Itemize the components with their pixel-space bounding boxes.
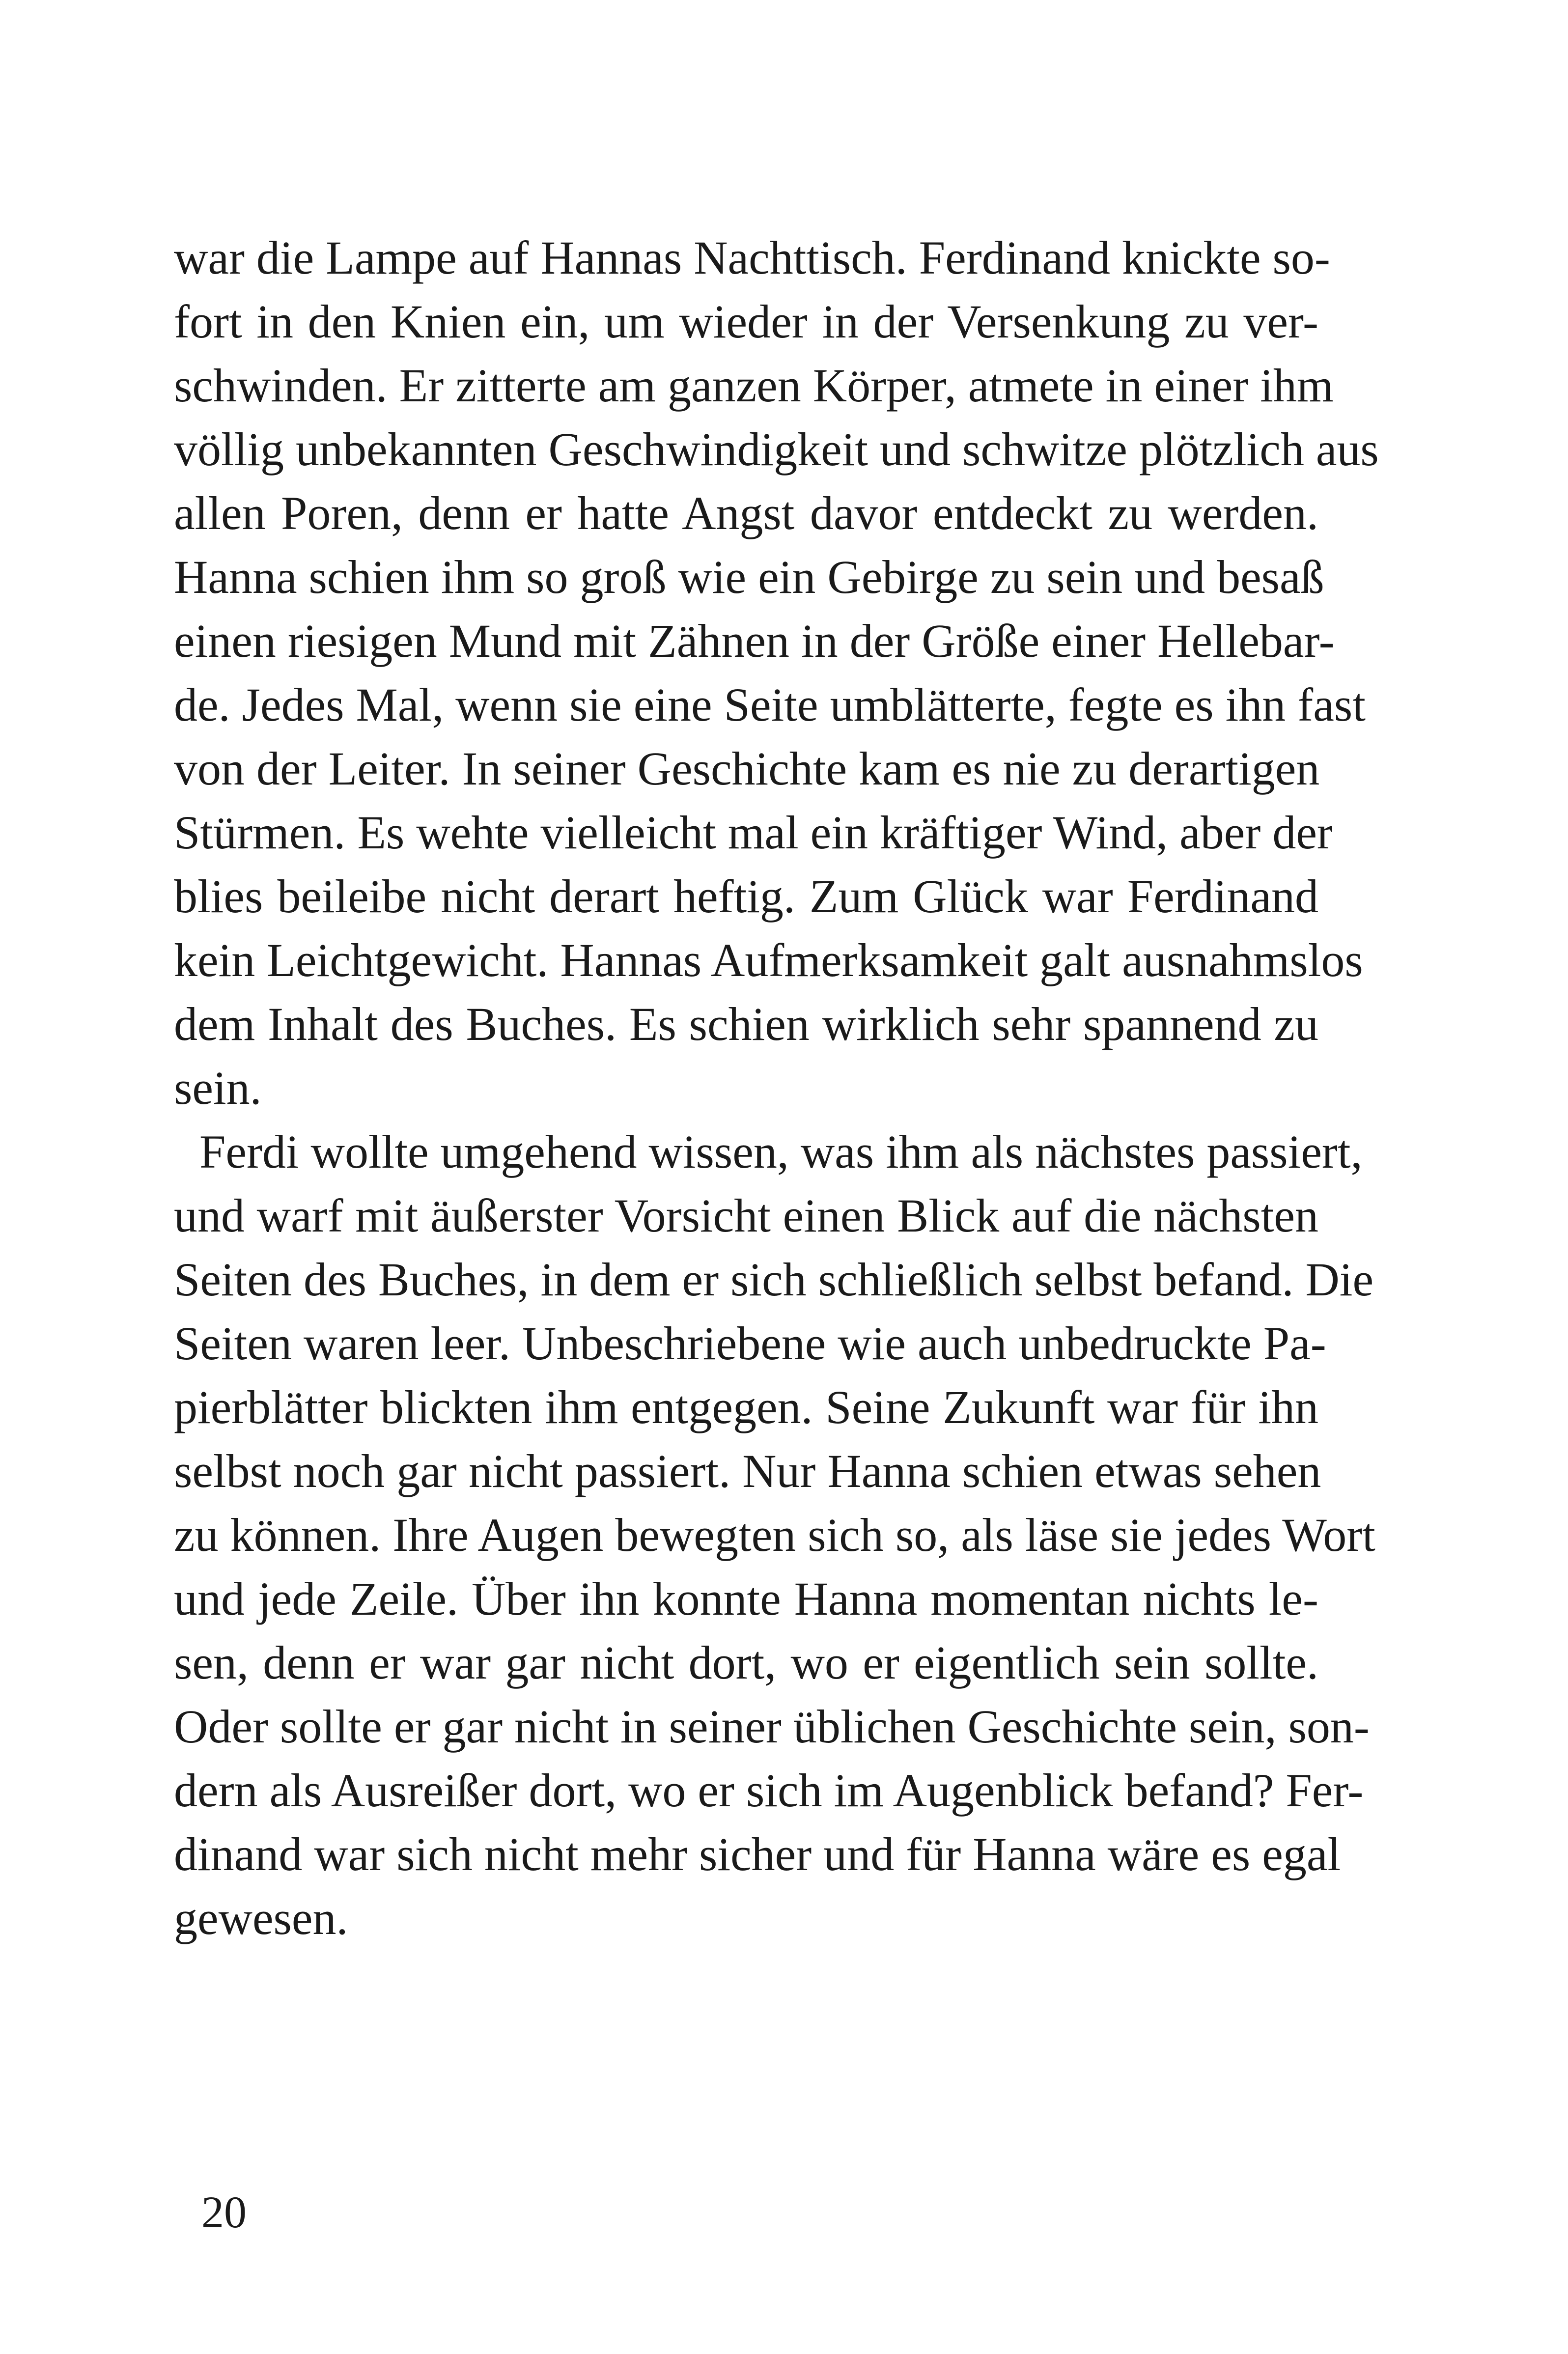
text-line: zu können. Ihre Augen bewegten sich so, als läse sie jedes Wort [174,1509,1375,1561]
text-line: kein Leichtgewicht. Hannas Aufmerksamkeit galt ausnahmslos [174,934,1363,986]
text-line: Ferdi wollte umgehend wissen, was ihm als nächstes passiert, [199,1125,1363,1178]
text-line: völlig unbekannten Geschwindigkeit und schwitze plötzlich aus [174,423,1379,476]
text-line: gewesen. [174,1892,348,1944]
text-line: schwinden. Er zitterte am ganzen Körper, atmete in einer ihm [174,359,1334,412]
text-line: Oder sollte er gar nicht in seiner üblichen Geschichte sein, son- [174,1700,1370,1753]
text-line: und jede Zeile. Über ihn konnte Hanna momentan nichts le- [174,1572,1318,1625]
page-number: 20 [201,2187,247,2237]
text-line: sein. [174,1062,262,1114]
text-line: Seiten waren leer. Unbeschriebene wie auch unbedruckte Pa- [174,1317,1326,1370]
text-line: blies beileibe nicht derart heftig. Zum Glück war Ferdinand [174,870,1318,923]
text-line: einen riesigen Mund mit Zähnen in der Größe einer Hellebar- [174,615,1335,667]
text-line: Stürmen. Es wehte vielleicht mal ein kräftiger Wind, aber der [174,806,1333,859]
text-line: war die Lampe auf Hannas Nachttisch. Ferdinand knickte so- [174,231,1330,284]
text-line: Hanna schien ihm so groß wie ein Gebirge zu sein und besaß [174,551,1324,603]
text-line: Seiten des Buches, in dem er sich schließlich selbst befand. Die [174,1253,1374,1306]
text-line: dern als Ausreißer dort, wo er sich im Augenblick befand? Fer- [174,1764,1364,1817]
paragraph [174,1120,1375,1950]
text-line: fort in den Knien ein, um wieder in der Versenkung zu ver- [174,295,1318,348]
text-line: pierblätter blickten ihm entgegen. Seine Zukunft war für ihn [174,1381,1318,1433]
text-line: de. Jedes Mal, wenn sie eine Seite umblätterte, fegte es ihn fast [174,678,1366,731]
text-line: sen, denn er war gar nicht dort, wo er eigentlich sein sollte. [174,1636,1318,1689]
text-line: selbst noch gar nicht passiert. Nur Hanna schien etwas sehen [174,1445,1321,1497]
paragraph [174,226,1379,1120]
text-line: von der Leiter. In seiner Geschichte kam es nie zu derartigen [174,742,1320,795]
body-text [174,226,1379,1950]
text-line: und warf mit äußerster Vorsicht einen Blick auf die nächsten [174,1189,1318,1242]
text-line: dem Inhalt des Buches. Es schien wirklich sehr spannend zu [174,998,1318,1050]
text-line: allen Poren, denn er hatte Angst davor entdeckt zu werden. [174,487,1318,539]
text-line: dinand war sich nicht mehr sicher und für Hanna wäre es egal [174,1828,1341,1880]
